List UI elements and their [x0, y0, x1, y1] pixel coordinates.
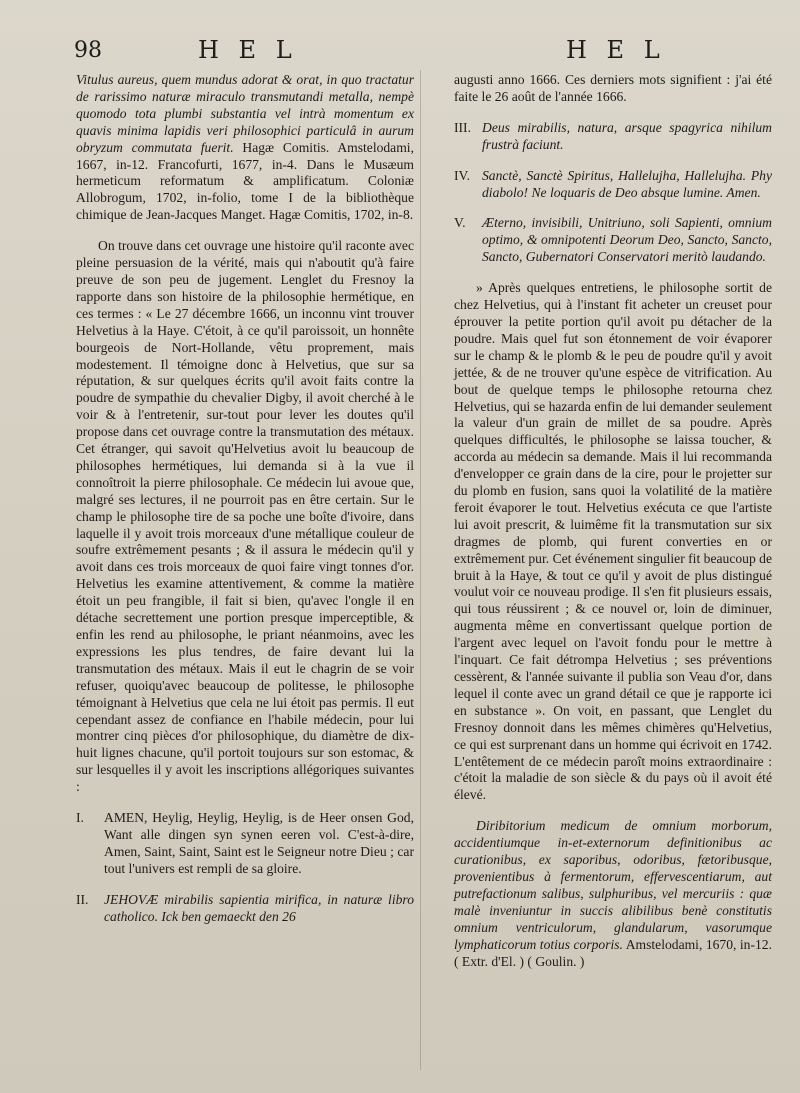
inscription-item — [454, 215, 772, 266]
entry-title: Diribitorium medicum de omnium morborum, accidentiumque in-et-externorum definitionibus ac curationibus, ex saporibus, odoribus, fætoribusque, provenientibus à fermentorum, effervescentiarum, aut putrefactionum salibus, sulphuribus, vel mercuriis : quæ malè inveniuntur in succis alibilibus benè constitutis omnium ventriculorum, glandularum, vasorumque lymphaticorum totius corporis. — [454, 818, 772, 952]
inscription-number: V. — [454, 215, 466, 231]
entry-publication: Hagæ Comitis. Amstelodami, 1667, in-12. Francofurti, 1677, in-4. Dans le Musæum hermeticum reformatum & amplificatum. Coloniæ Allobrogum, 1702, in-folio, tome I de la bibliothèque chimique de Jean-Jacques Manget. Hagæ Comitis, 1702, in-8. — [76, 139, 414, 223]
running-head-right: H E L — [566, 36, 666, 64]
body-paragraph: » Après quelques entretiens, le philosophe sortit de chez Helvetius, qui à l'instant fit acheter un creuset pour éprouver la petite portion qu'il avoit pu détacher de la poudre. Mais quel fut son étonnement de voir évaporer sur le champ & le plomb & le peu de poudre qu'il y avoit jettée, & de ne trouver qu'une espèce de vitrification. Au bout de quelque temps le philosophe retourna chez Helvetius, qui se hazarda enfin de lui demander seulement la valeur d'un grain de millet de sa poudre. Après quelques difficultés, le philosophe se laissa toucher, & accorda au médecin sa demande. Mais il lui recommanda d'envelopper ce grain dans de la cire, pour le projetter sur du plomb en fusion, sans quoi la volatilité de la matière feroit évaporer le tout. Helvetius exécuta ce que l'artiste lui avoit prescrit, & luimême fit la transmutation sur six dragmes de plomb, qui furent converties en or extrêmement pur. Cet événement singulier fit beaucoup de bruit à la Haye, & tout ce qu'il y avoit de plus distingué voulut voir ce nouveau prodige. Il s'en fit plusieurs essais, qui tous réussirent ; & ce nouvel or, loin de diminuer, augmenta même en convertissant quelque portion de l'argent avec lequel on l'avoit fondu pour le mettre à l'inquart. Ce fait détrompa Helvetius ; ses préventions cessèrent, & l'année suivante il publia son Veau d'or, dans lequel il conte avec un grand détail ce que je rapporte ici en substance ». On voit, en passant, que Lenglet du Fresnoy donnoit dans les mêmes chimères qu'Helvetius, ce qui est surprenant dans un homme qui écrivoit en 1742. L'entêtement de ce médecin paroît moins extraordinaire : c'étoit la maladie de son siècle & du pays où il avoit été élevé. — [454, 280, 772, 803]
entry-publication: Amstelodami, 1670, in-12. ( Extr. d'El. ) ( Goulin. ) — [454, 936, 772, 969]
inscription-text: Æterno, invisibili, Unitriuno, soli Sapienti, omnium optimo, & omnipotenti Deorum Deo, Sancto, Sancto, Sancto, Gubernatori Conservatori meritò laudando. — [482, 215, 772, 265]
inscription-number: II. — [76, 891, 89, 907]
entry-imprint — [76, 72, 414, 224]
inscription-number: I. — [76, 810, 84, 826]
right-column — [454, 72, 772, 984]
inscription-item — [76, 810, 414, 878]
inscription-item — [454, 168, 772, 202]
running-head-left: H E L — [198, 36, 298, 64]
running-header — [0, 36, 800, 70]
entry-title: Vitulus aureus, quem mundus adorat & orat, in quo tractatur de rarissimo naturæ miraculo transmutandi metalla, nempè quomodo tota plumbi substantia vel intrà momentum ex quavis minima lapidis veri philosophici particulâ in aurum obryzum commutata fuerit. — [76, 72, 414, 155]
body-paragraph: On trouve dans cet ouvrage une histoire qu'il raconte avec pleine persuasion de la vérité, mais qui n'aboutit qu'à faire preuve de son peu de jugement. Lenglet du Fresnoy la rapporte dans son histoire de la philosophie hermétique, en ces termes : « Le 27 décembre 1666, un inconnu vint trouver Helvetius à la Haye. C'étoit, à ce qu'il paroissoit, un honnête bourgeois de Nort-Hollande, vêtu proprement, mais modestement. Il témoigne donc à Helvetius, que sur sa réputation, & sur quelques écrits qu'il avoit faits contre la poudre de sympathie du chevalier Digby, il avoit cherché à le voir & à l'entretenir, sur-tout pour lever les doutes qu'il propose dans cet ouvrage contre la transmutation des métaux. Cet étranger, qui savoit qu'Helvetius avoit lu beaucoup de philosophes hermétiques, lui demanda si à la vue il connoîtroit la pierre philosophale. Ce médecin lui avoue que, malgré ses lectures, il ne pourroit pas en être certain. Sur le champ le philosophe tire de sa poche une boîte d'ivoire, dans laquelle il y avoit trois morceaux d'une métallique couleur de soufre extrêmement pesants ; & il assura le médecin qu'il y avoit dans ces trois morceaux de quoi faire vingt tonnes d'or. Helvetius les examine attentivement, & comme la matière étoit un peu frangible, il fait si bien, qu'avec l'ongle il en détache secrettement une portion presque imperceptible, & enfin les rend au philosophe, le priant néanmoins, avec les expressions les plus tendres, de faire devant lui la transmutation des métaux. Mais il eut le chagrin de se voir refuser, quoiqu'avec beaucoup de politesse, le philosophe témoignant à Helvetius que cela ne lui étoit pas permis. Il eut cependant assez de confiance en l'habile médecin, pour lui montrer cinq pièces d'or philosophique, du diamètre de dix-huit lignes chacune, qu'il portoit toujours sur son estomac, & sur lesquelles il y avoit les inscriptions allégoriques suivantes : — [76, 238, 414, 795]
left-column — [76, 72, 414, 940]
inscription-text: Sanctè, Sanctè Spiritus, Hallelujha, Hallelujha. Phy diabolo! Ne loquaris de Deo absque lumine. Amen. — [482, 167, 772, 200]
inscription-number: III. — [454, 119, 471, 135]
inscription-text: Deus mirabilis, natura, arsque spagyrica nihilum frustrà faciunt. — [482, 119, 772, 152]
page-number: 98 — [74, 38, 102, 63]
entry-imprint — [454, 818, 772, 970]
inscription-continuation: augusti anno 1666. Ces derniers mots signifient : j'ai été faite le 26 août de l'année 1666. — [454, 72, 772, 104]
inscription-number: IV. — [454, 167, 470, 183]
inscription-text: AMEN, Heylig, Heylig, Heylig, is de Heer onsen God, Want alle dingen syn synen eeren vol. C'est-à-dire, Amen, Saint, Saint, Saint est le Seigneur notre Dieu ; car tout l'univers est rempli de sa gloire. — [104, 810, 414, 876]
inscription-item — [76, 892, 414, 926]
column-divider — [420, 70, 421, 1070]
inscription-text: JEHOVÆ mirabilis sapientia mirifica, in naturæ libro catholico. Ick ben gemaeckt den 26 — [104, 891, 414, 924]
inscription-item — [454, 120, 772, 154]
